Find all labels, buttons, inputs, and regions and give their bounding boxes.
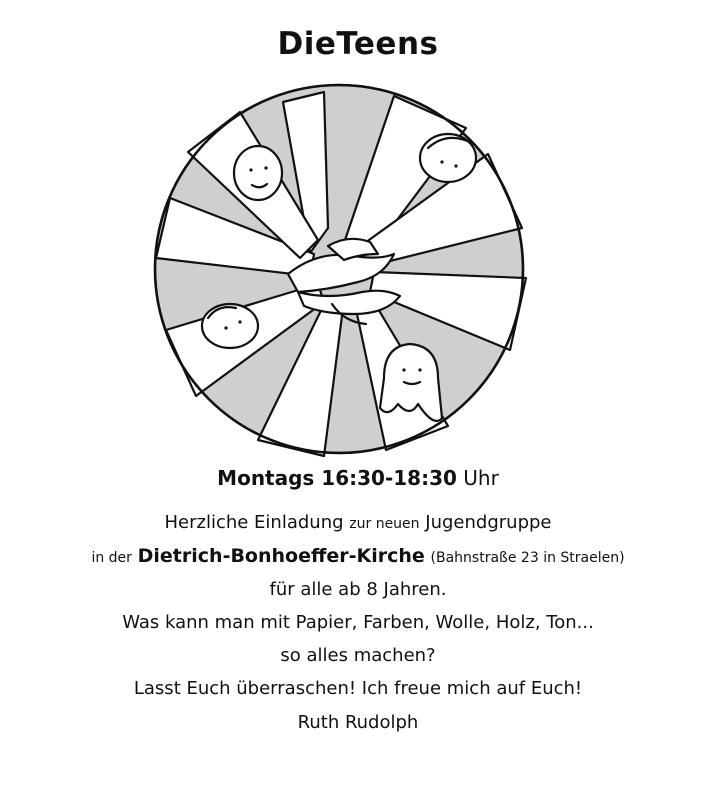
materials-line: Was kann man mit Papier, Farben, Wolle, Holz, Ton... <box>122 612 594 633</box>
closing-line: Lasst Euch überraschen! Ich freue mich auf Euch! <box>133 678 583 699</box>
face-bottom-right <box>380 344 442 421</box>
invitation-line-1 <box>0 512 716 533</box>
signature: Ruth Rudolph <box>297 712 419 733</box>
youth-group-label: Jugendgruppe <box>425 512 552 533</box>
question-line: so alles machen? <box>280 645 436 666</box>
flyer-title: DieTeens <box>277 26 439 62</box>
face-top-right <box>420 134 476 182</box>
church-address: (Bahnstraße 23 in Straelen) <box>430 550 625 566</box>
church-name: Dietrich-Bonhoeffer-Kirche <box>137 545 425 567</box>
meeting-time <box>0 466 716 490</box>
location-prefix: in der <box>91 550 132 566</box>
age-line: für alle ab 8 Jahren. <box>269 579 447 600</box>
invitation-line-2 <box>0 545 716 567</box>
invitation-connector: zur neuen <box>349 516 420 532</box>
meeting-day-time: Montags 16:30-18:30 <box>217 466 457 490</box>
teens-circle-illustration <box>148 78 530 460</box>
invitation-phrase: Herzliche Einladung <box>164 512 344 533</box>
face-left <box>202 304 258 348</box>
meeting-time-unit: Uhr <box>463 466 499 490</box>
face-top-left <box>234 146 282 200</box>
